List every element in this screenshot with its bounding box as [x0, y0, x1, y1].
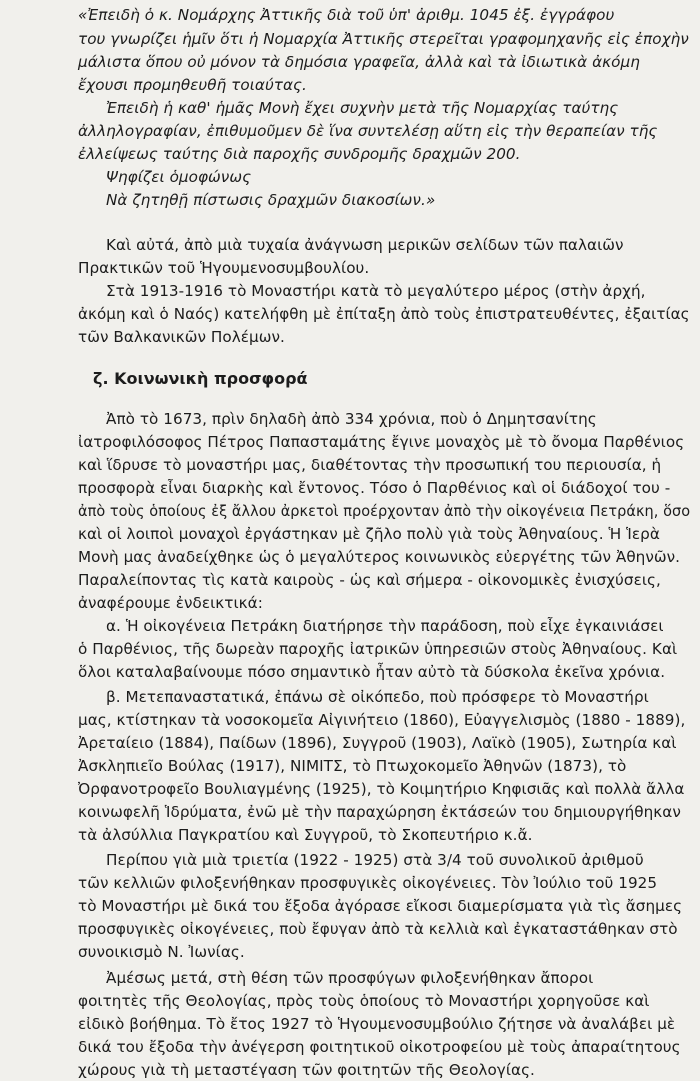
text-line: τὸ Μοναστήρι μὲ δικά του ἔξοδα ἀγόρασε εἴκοσι διαμερίσματα γιὰ τὶς ἄσημες [78, 897, 683, 915]
intro-line: Καὶ αὐτά, ἀπὸ μιὰ τυχαία ἀνάγνωση μερικῶν σελίδων τῶν παλαιῶν [106, 236, 624, 254]
intro-line: ἀκόμη καὶ ὁ Ναός) κατελήφθη μὲ ἐπίταξη ἀπὸ τοὺς ἐπιστρατευθέντες, ἐξαιτίας [78, 305, 690, 323]
text-line: καὶ ἵδρυσε τὸ μοναστήρι μας, διαθέτοντας τὴν προσωπική του περιουσία, ἡ [78, 456, 662, 474]
quote-line: Νὰ ζητηθῇ πίστωσις δραχμῶν διακοσίων.» [106, 191, 436, 209]
quote-line: του γνωρίζει ἡμῖν ὅτι ἡ Νομαρχία Ἀττικῆς στερεῖται γραφομηχανῆς εἰς ἐποχὴν [78, 30, 689, 48]
text-line: μας, κτίστηκαν τὰ νοσοκομεῖα Αἰγινήτειο (1860), Εὐαγγελισμὸς (1880 - 1889), [78, 711, 686, 729]
text-line: ὁ Παρθένιος, τῆς δωρεὰν παροχῆς ἰατρικῶν ὑπηρεσιῶν στοὺς Ἀθηναίους. Καὶ [78, 640, 678, 658]
text-line: Ἀμέσως μετά, στὴ θέση τῶν προσφύγων φιλοξενήθηκαν ἄποροι [106, 969, 594, 987]
quote-line: «Ἐπειδὴ ὁ κ. Νομάρχης Ἀττικῆς διὰ τοῦ ὑπ' ἀριθμ. 1045 ἐξ. ἐγγράφου [78, 6, 615, 24]
quote-line: μάλιστα ὅπου οὐ μόνον τὰ δημόσια γραφεῖα, ἀλλὰ καὶ τὰ ἰδιωτικὰ ἀκόμη [78, 53, 640, 71]
quote-line: Ψηφίζει ὁμοφώνως [106, 168, 252, 186]
text-line: ἰατροφιλόσοφος Πέτρος Παπασταμάτης ἔγινε μοναχὸς μὲ τὸ ὄνομα Παρθένιος [78, 433, 685, 451]
text-line: καὶ οἱ λοιποὶ μοναχοὶ ἐργάστηκαν μὲ ζῆλο πολὺ γιὰ τοὺς Ἀθηναίους. Ἡ Ἱερὰ [78, 525, 660, 543]
quote-line: Ἐπειδὴ ἡ καθ' ἡμᾶς Μονὴ ἔχει συχνὴν μετὰ τῆς Νομαρχίας ταύτης [106, 99, 619, 117]
quote-line: ἐλλείψεως ταύτης διὰ παροχῆς συνδρομῆς δραχμῶν 200. [78, 145, 521, 163]
text-line: δικά του ἔξοδα τὴν ἀνέγερση φοιτητικοῦ οἰκοτροφείου μὲ τοὺς ἀπαραίτητους [78, 1038, 681, 1056]
text-line: συνοικισμὸ Ν. Ἰωνίας. [78, 943, 245, 961]
text-line: κοινωφελῆ Ἱδρύματα, ἐνῶ μὲ τὴν παραχώρηση ἐκτάσεών του δημιουργήθηκαν [78, 803, 681, 821]
text-line: χώρους γιὰ τὴ μεταστέγαση τῶν φοιτητῶν τῆς Θεολογίας. [78, 1061, 535, 1079]
intro-line: τῶν Βαλκανικῶν Πολέμων. [78, 328, 285, 346]
text-line: προσφυγικὲς οἰκογένειες, ποὺ ἔφυγαν ἀπὸ τὰ κελλιὰ καὶ ἐγκαταστάθηκαν στὸ [78, 920, 678, 938]
text-line: Μονὴ μας ἀναδείχθηκε ὡς ὁ μεγαλύτερος κοινωνικὸς εὐεργέτης τῶν Ἀθηνῶν. [78, 548, 681, 566]
text-line: α. Ἡ οἰκογένεια Πετράκη διατήρησε τὴν παράδοση, ποὺ εἶχε ἐγκαινιάσει [106, 617, 664, 635]
text-line: Παραλείποντας τὶς κατὰ καιροὺς - ὡς καὶ σήμερα - οἰκονομικὲς ἐνισχύσεις, [78, 571, 661, 589]
intro-line: Στὰ 1913-1916 τὸ Μοναστήρι κατὰ τὸ μεγαλύτερο μέρος (στὴν ἀρχή, [106, 282, 646, 300]
text-line: φοιτητὲς τῆς Θεολογίας, πρὸς τοὺς ὁποίους τὸ Μοναστήρι χορηγοῦσε καὶ [78, 992, 650, 1010]
text-line: Ἀρεταίειο (1884), Παίδων (1896), Συγγροῦ (1903), Λαϊκὸ (1905), Σωτηρία καὶ [78, 734, 677, 752]
section-heading: ζ. Κοινωνικὴ προσφορά [93, 369, 308, 388]
text-line: εἰδικὸ βοήθημα. Τὸ ἔτος 1927 τὸ Ἡγουμενοσυμβούλιο ζήτησε νὰ ἀναλάβει μὲ [78, 1015, 676, 1033]
text-line: Ὀρφανοτροφεῖο Βουλιαγμένης (1925), τὸ Κοιμητήριο Κηφισιᾶς καὶ πολλὰ ἄλλα [78, 780, 685, 798]
text-line: ὅλοι καταλαβαίνουμε πόσο σημαντικὸ ἦταν αὐτὸ τὰ δύσκολα ἐκεῖνα χρόνια. [78, 663, 666, 681]
text-line: προσφορὰ εἶναι διαρκὴς καὶ ἔντονος. Τόσο ὁ Παρθένιος καὶ οἱ διάδοχοί του - [78, 479, 671, 497]
text-line: β. Μετεπαναστατικά, ἐπάνω σὲ οἰκόπεδο, ποὺ πρόσφερε τὸ Μοναστήρι [106, 688, 649, 706]
quote-line: ἀλληλογραφίαν, ἐπιθυμοῦμεν δὲ ἵνα συντελέσῃ αὕτη εἰς τὴν θεραπείαν τῆς [78, 122, 658, 140]
text-line: τῶν κελλιῶν φιλοξενήθηκαν προσφυγικὲς οἰκογένειες. Τὸν Ἰούλιο τοῦ 1925 [78, 874, 658, 892]
text-line: ἀναφέρουμε ἐνδεικτικά: [78, 594, 263, 612]
text-line: ἀπὸ τοὺς ὁποίους ἐξ ἄλλου ἀρκετοὶ προέρχονταν ἀπὸ τὴν οἰκογένεια Πετράκη, ὅσο [78, 502, 691, 520]
text-line: Ἀσκληπιεῖο Βούλας (1917), ΝΙΜΙΤΣ, τὸ Πτωχοκομεῖο Ἀθηνῶν (1873), τὸ [78, 757, 627, 775]
text-line: Περίπου γιὰ μιὰ τριετία (1922 - 1925) στὰ 3/4 τοῦ συνολικοῦ ἀριθμοῦ [106, 851, 644, 869]
intro-line: Πρακτικῶν τοῦ Ἡγουμενοσυμβουλίου. [78, 259, 370, 277]
text-line: Ἀπὸ τὸ 1673, πρὶν δηλαδὴ ἀπὸ 334 χρόνια, ποὺ ὁ Δημητσανίτης [106, 410, 597, 428]
quote-line: ἔχουσι προμηθευθῆ τοιαύτας. [78, 76, 307, 94]
text-line: τὰ ἀλσύλλια Παγκρατίου καὶ Συγγροῦ, τὸ Σκοπευτήριο κ.ἄ. [78, 826, 533, 844]
